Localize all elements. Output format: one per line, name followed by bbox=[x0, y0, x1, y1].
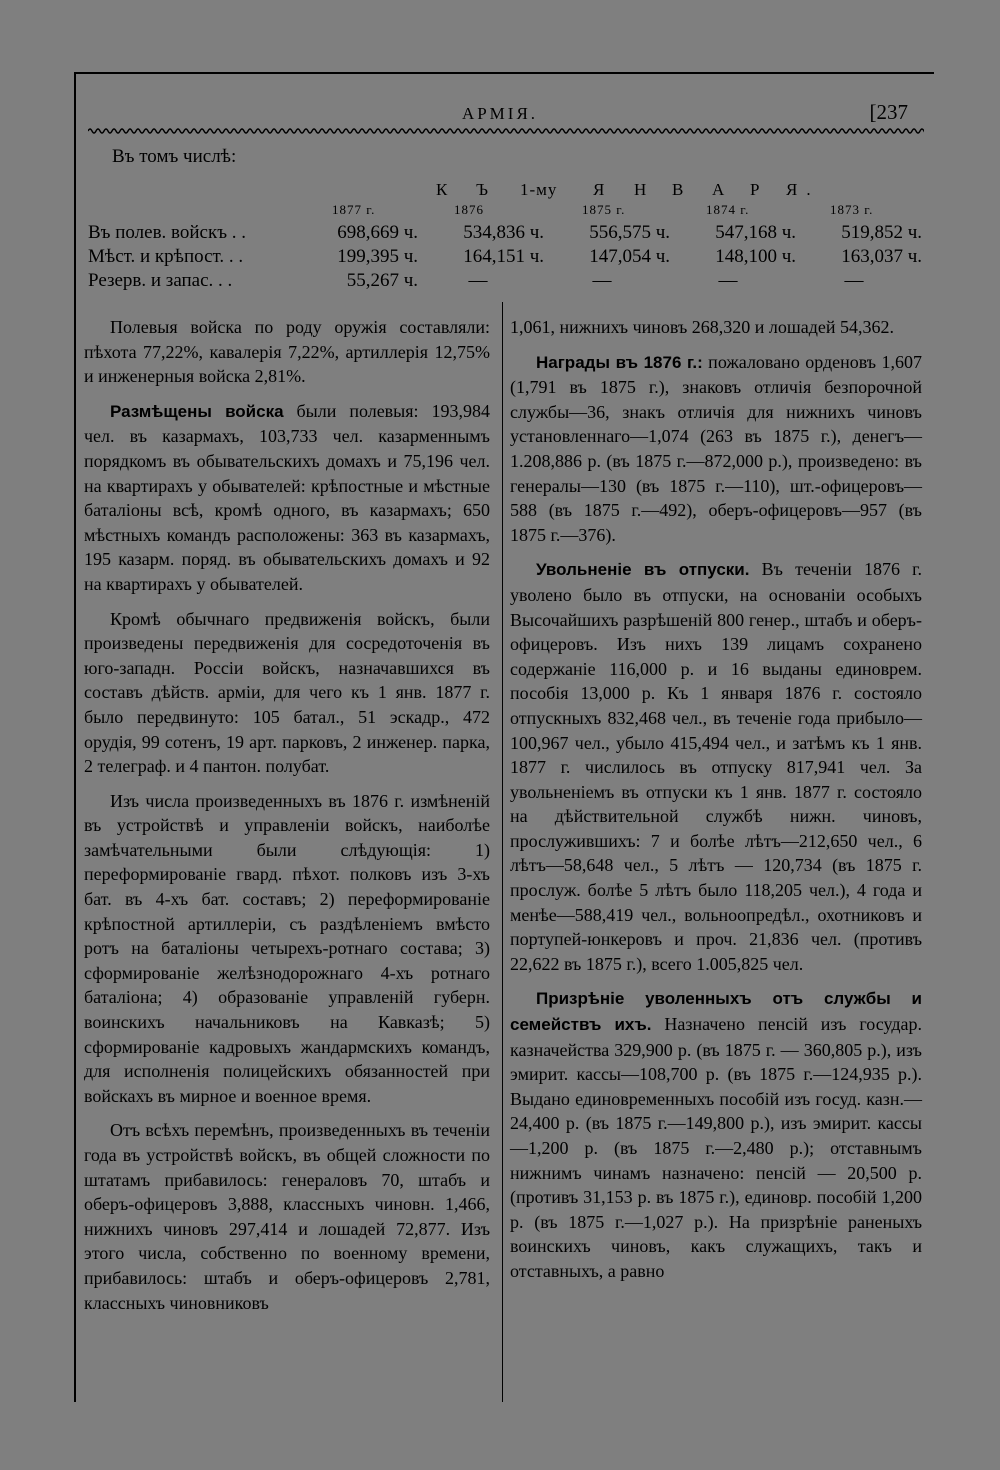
paragraph bbox=[84, 315, 490, 389]
paragraph bbox=[510, 986, 922, 1283]
heading-letter: К bbox=[436, 180, 457, 199]
table-intro: Въ томъ числѣ: bbox=[112, 146, 237, 167]
page-frame-top bbox=[74, 72, 934, 74]
paragraph-text: Назначено пенсій изъ государ. казначейства 329,900 р. (въ 1875 г. — 360,805 р.), изъ эмирит. кассы—108,700 р. (въ 1875 г.—124,935 р.). Выдано единовременныхъ пособій изъ госуд. казн.—24,400 р. (въ 1875 г.—149,800 р.), изъ эмирит. кассы—1,200 р. (въ 1875 г.—2,480 р.); отставнымъ нижнимъ чинамъ назначено: пенсій — 20,500 р. (противъ 31,153 р. въ 1875 г.), единовр. пособій 1,200 р. (въ 1875 г.—1,027 р.). На призрѣніе раненыхъ воинскихъ чиновъ, какъ служащихъ, такъ и отставныхъ, а равно bbox=[510, 1014, 922, 1281]
row-label: Резерв. и запас. . . bbox=[88, 270, 233, 291]
year-header: 1874 г. bbox=[706, 202, 750, 217]
paragraph bbox=[510, 350, 922, 548]
table-cell: 534,836 ч. bbox=[463, 222, 544, 243]
paragraph-text: 1,061, нижнихъ чиновъ 268,320 и лошадей 54,362. bbox=[510, 317, 895, 337]
page-number: [237 bbox=[869, 100, 908, 124]
year-header: 1877 г. bbox=[332, 202, 376, 217]
paragraph bbox=[84, 1118, 490, 1315]
table-cell: — bbox=[844, 270, 864, 291]
table-row bbox=[88, 270, 928, 294]
paragraph-text: Полевыя войска по роду оружія составляли: пѣхота 77,22%, кавалерія 7,22%, артиллерія 12,75% и инженерныя войска 2,81%. bbox=[84, 317, 490, 387]
page-frame-left bbox=[74, 72, 76, 1402]
paragraph bbox=[84, 607, 490, 779]
paragraph-text: Изъ числа произведенныхъ въ 1876 г. измѣненій въ устройствѣ и управленіи войскъ, наиболѣе замѣчательными были слѣдующія: 1) переформированіе гвард. пѣхот. полковъ изъ 3-хъ бат. въ 4-хъ бат. составъ; 2) переформированіе крѣпостной артиллеріи, съ раздѣленіемъ вмѣсто ротъ на баталіоны четырехъ-ротнаго состава; 3) сформированіе желѣзнодорожнаго 4-хъ ротнаго баталіона; 4) образованіе управленій губерн. воинскихъ начальниковъ на Кавказѣ; 5) сформированіе кадровыхъ жандармскихъ командъ, для исполненія полицейскихъ обязанностей при войскахъ въ мирное и военное время. bbox=[84, 790, 490, 1106]
heading-letter: 1-му bbox=[520, 180, 558, 199]
paragraph bbox=[84, 399, 490, 597]
heading-letter: Н bbox=[634, 180, 656, 199]
wavy-rule bbox=[88, 124, 924, 138]
paragraph-lead: Увольненіе въ отпуски. bbox=[536, 560, 750, 580]
table-cell: 698,669 ч. bbox=[337, 222, 418, 243]
table-cell: — bbox=[592, 270, 612, 291]
table-cell: 519,852 ч. bbox=[841, 222, 922, 243]
heading-letter: Я. bbox=[786, 180, 820, 199]
paragraph-text: Въ теченіи 1876 г. уволено было въ отпуски, на основаніи особыхъ Высочайшихъ разрѣшеній 800 генер., штабъ и оберъ-офицеровъ. Изъ нихъ 139 лицамъ сохранено содержаніе 116,000 р. и 16 выданы единоврем. пособія 13,000 р. Къ 1 января 1876 г. состояло отпускныхъ 832,468 чел., въ теченіе года прибыло—100,967 чел., убыло 415,494 чел., и затѣмъ къ 1 янв. 1877 г. числилось въ отпуску 817,941 чел. За увольненіемъ въ отпуски къ 1 янв. 1877 г. состояло на дѣйствительной службѣ нижн. чиновъ, прослужившихъ: 7 и болѣе лѣтъ—212,650 чел., 6 лѣтъ—58,648 чел., 5 лѣтъ — 120,734 (въ 1875 г. прослуж. болѣе 5 лѣтъ было 118,205 чел.), 4 года и менѣе—588,419 чел., вольноопредѣл., охотниковъ и портупей-юнкеровъ и проч. 21,836 чел. (противъ 22,622 въ 1875 г.), всего 1.005,825 чел. bbox=[510, 559, 922, 974]
paragraph-lead: Призрѣніе уволенныхъ отъ службы и семействъ ихъ. bbox=[510, 989, 922, 1035]
table-cell: 147,054 ч. bbox=[589, 246, 670, 267]
table-cell: 556,575 ч. bbox=[589, 222, 670, 243]
year-header: 1873 г. bbox=[830, 202, 874, 217]
left-column bbox=[84, 315, 490, 1325]
table-cell: 163,037 ч. bbox=[841, 246, 922, 267]
paragraph-text: пожаловано орденовъ 1,607 (1,791 въ 1875 г.), знаковъ отличія безпорочной службы—36, знакъ отличія для нижнихъ чиновъ установленнаго—1,074 (263 въ 1875 г.), денегъ—1.208,886 р. (въ 1875 г.—872,000 р.), произведено: въ генералы—130 (въ 1875 г.—110), шт.-офицеровъ—588 (въ 1875 г.—492), оберъ-офицеровъ—957 (въ 1875 г.—376). bbox=[510, 351, 922, 545]
table-cell: 55,267 ч. bbox=[346, 270, 418, 291]
year-header: 1876 bbox=[454, 202, 484, 217]
paragraph-text: Отъ всѣхъ перемѣнъ, произведенныхъ въ теченіи года въ устройствѣ войскъ, въ общей сложности по штатамъ прибавилось: генераловъ 70, штабъ и оберъ-офицеровъ 3,888, классныхъ чиновн. 1,466, нижнихъ чиновъ 297,414 и лошадей 72,877. Изъ этого числа, собственно по военному времени, прибавилось: штабъ и оберъ-офицеровъ 2,781, классныхъ чиновниковъ bbox=[84, 1120, 490, 1313]
paragraph bbox=[510, 315, 922, 340]
table-row bbox=[88, 222, 928, 246]
paragraph bbox=[84, 789, 490, 1109]
paragraph-text: Кромѣ обычнаго предвиженія войскъ, были произведены передвиженія для сосредоточенія въ юго-западн. Россіи войскъ, назначавшихся въ составъ дѣйств. арміи, для чего къ 1 янв. 1877 г. было передвинуто: 105 батал., 51 эскадр., 472 орудія, 99 сотенъ, 19 арт. парковъ, 2 инженер. парка, 2 телеграф. и 4 пантон. полубат. bbox=[84, 608, 490, 777]
table-row bbox=[88, 246, 928, 270]
table-cell: 547,168 ч. bbox=[715, 222, 796, 243]
paragraph bbox=[510, 557, 922, 976]
paragraph-lead: Размѣщены войска bbox=[110, 401, 284, 421]
table-cell: 164,151 ч. bbox=[463, 246, 544, 267]
table-cell: 199,395 ч. bbox=[337, 246, 418, 267]
year-header: 1875 г. bbox=[582, 202, 626, 217]
heading-letter: Я bbox=[593, 180, 614, 199]
table-cell: — bbox=[468, 270, 488, 291]
running-header: АРМІЯ. bbox=[461, 104, 539, 123]
right-column bbox=[510, 315, 922, 1294]
row-label: Въ полев. войскъ . . bbox=[88, 222, 247, 243]
table-cell: 148,100 ч. bbox=[715, 246, 796, 267]
table-cell: — bbox=[718, 270, 738, 291]
heading-letter: Р bbox=[750, 180, 769, 199]
heading-letter: В bbox=[672, 180, 693, 199]
heading-letter: А bbox=[712, 180, 734, 199]
column-divider bbox=[502, 302, 503, 1402]
paragraph-lead: Награды въ 1876 г.: bbox=[536, 352, 703, 372]
row-label: Мѣст. и крѣпост. . . bbox=[88, 246, 244, 267]
heading-letter: Ъ bbox=[476, 180, 498, 199]
paragraph-text: были полевыя: 193,984 чел. въ казармахъ, 103,733 чел. казарменнымъ порядкомъ въ обывательскихъ домахъ и 75,196 чел. на квартирахъ у обывателей: крѣпостные и мѣстные баталіоны всѣ, кромѣ одного, въ казармахъ; 650 мѣстныхъ командъ расположены: 363 въ казармахъ, 195 казарм. поряд. въ обывательскихъ домахъ и 92 на квартирахъ у обывателей. bbox=[84, 400, 490, 594]
